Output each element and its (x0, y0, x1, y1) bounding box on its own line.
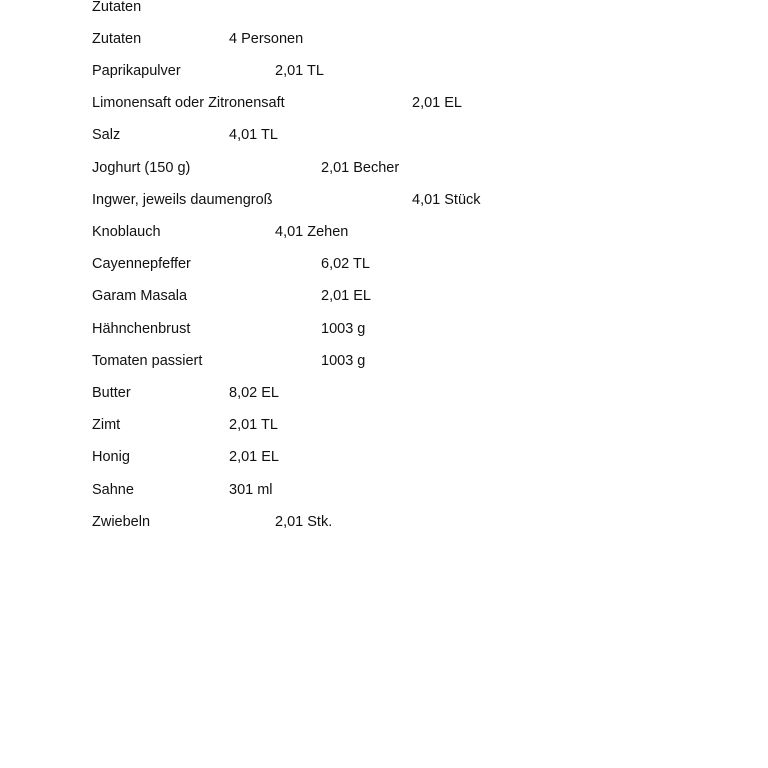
ingredient-row (92, 159, 692, 177)
ingredient-row (92, 448, 692, 466)
ingredient-row (92, 255, 692, 273)
ingredient-row (92, 126, 692, 144)
ingredient-amount: 2,01 Stk. (275, 514, 333, 530)
servings-count: 4 Personen (229, 31, 304, 47)
ingredient-row (92, 94, 692, 112)
ingredient-name: Limonensaft oder Zitronensaft (92, 95, 285, 111)
ingredient-name: Cayennepfeffer (92, 256, 191, 272)
ingredient-amount: 4,01 TL (229, 127, 278, 143)
ingredient-row (92, 62, 692, 80)
ingredient-amount: 6,02 TL (321, 256, 370, 272)
ingredient-row (92, 352, 692, 370)
ingredient-name: Knoblauch (92, 224, 161, 240)
ingredient-amount: 8,02 EL (229, 385, 279, 401)
ingredient-name: Zwiebeln (92, 514, 151, 530)
ingredient-row (92, 416, 692, 434)
ingredient-row (92, 513, 692, 531)
ingredient-name: Hähnchenbrust (92, 321, 191, 337)
ingredient-amount: 2,01 EL (321, 288, 371, 304)
ingredient-row (92, 481, 692, 499)
ingredient-amount: 4,01 Stück (412, 192, 481, 208)
ingredient-amount: 2,01 EL (412, 95, 462, 111)
servings-header-label: Zutaten (92, 31, 142, 47)
ingredient-name: Ingwer, jeweils daumengroß (92, 192, 273, 208)
ingredient-amount: 2,01 TL (275, 63, 324, 79)
ingredient-amount: 1003 g (321, 353, 366, 369)
ingredient-row (92, 191, 692, 209)
ingredient-amount: 2,01 EL (229, 449, 279, 465)
ingredient-amount: 4,01 Zehen (275, 224, 349, 240)
ingredient-name: Tomaten passiert (92, 353, 203, 369)
ingredient-amount: 1003 g (321, 321, 366, 337)
ingredient-amount: 2,01 Becher (321, 160, 400, 176)
ingredient-name: Salz (92, 127, 121, 143)
ingredient-amount: 301 ml (229, 482, 273, 498)
ingredient-row (92, 384, 692, 402)
ingredient-row (92, 320, 692, 338)
ingredient-name: Garam Masala (92, 288, 188, 304)
ingredient-name: Honig (92, 449, 130, 465)
ingredient-name: Zimt (92, 417, 121, 433)
ingredient-name: Paprikapulver (92, 63, 181, 79)
section-heading: Zutaten (92, 0, 142, 15)
ingredient-row (92, 287, 692, 305)
servings-header-row (92, 30, 692, 48)
ingredient-name: Sahne (92, 482, 134, 498)
ingredient-row (92, 223, 692, 241)
ingredient-name: Butter (92, 385, 131, 401)
ingredient-name: Joghurt (150 g) (92, 160, 191, 176)
ingredient-amount: 2,01 TL (229, 417, 278, 433)
